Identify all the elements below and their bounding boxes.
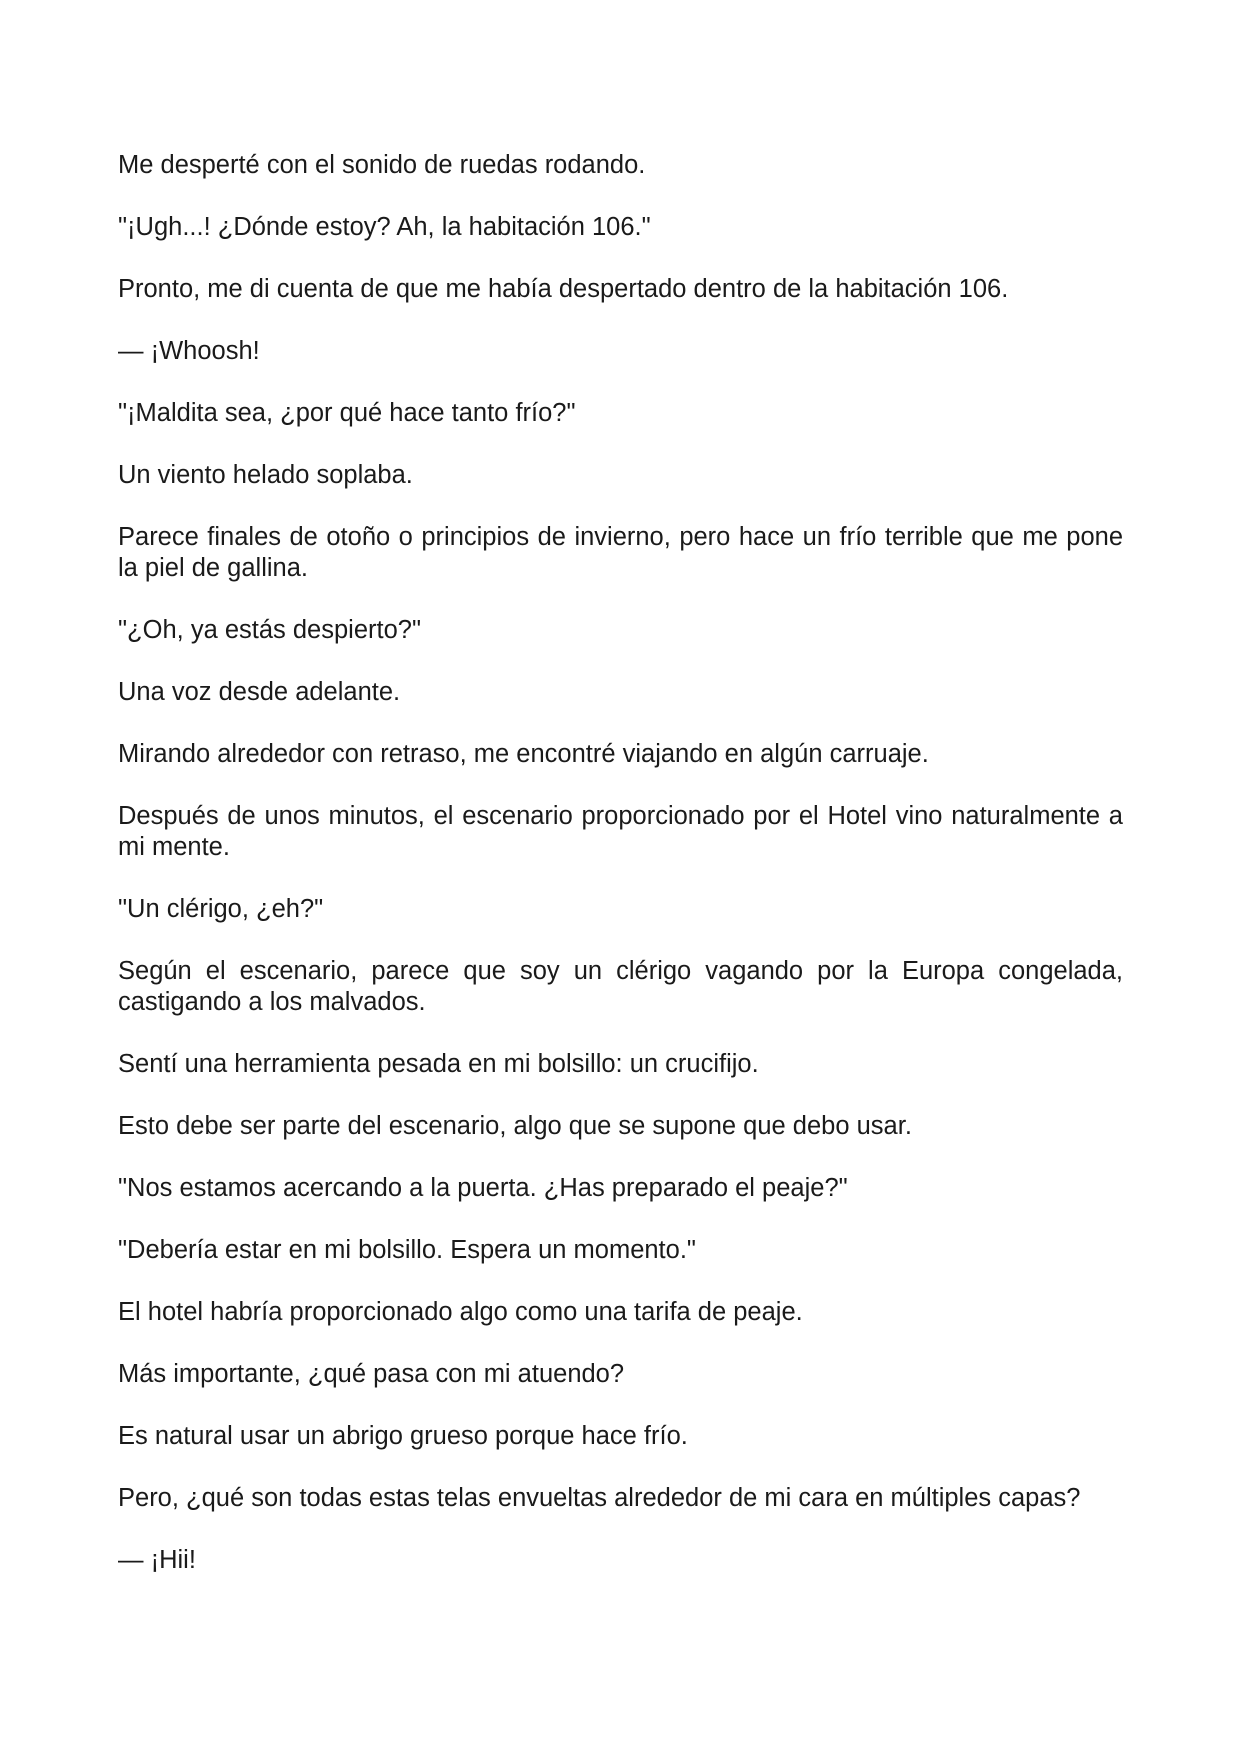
paragraph: "Nos estamos acercando a la puerta. ¿Has preparado el peaje?": [118, 1174, 848, 1202]
paragraph: Un viento helado soplaba.: [118, 461, 413, 489]
paragraph: Una voz desde adelante.: [118, 678, 401, 706]
paragraph: Mirando alrededor con retraso, me encontré viajando en algún carruaje.: [118, 740, 929, 768]
paragraph: Esto debe ser parte del escenario, algo que se supone que debo usar.: [118, 1112, 912, 1140]
paragraph: Sentí una herramienta pesada en mi bolsillo: un crucifijo.: [118, 1050, 759, 1078]
paragraph: "¿Oh, ya estás despierto?": [118, 616, 421, 644]
document-body: [118, 150, 1123, 1607]
paragraph: Pronto, me di cuenta de que me había despertado dentro de la habitación 106.: [118, 275, 1009, 303]
paragraph: Más importante, ¿qué pasa con mi atuendo?: [118, 1360, 625, 1388]
paragraph: "Debería estar en mi bolsillo. Espera un momento.": [118, 1236, 696, 1264]
paragraph: Después de unos minutos, el escenario proporcionado por el Hotel vino naturalmente a mi mente.: [118, 802, 1123, 861]
paragraph: Pero, ¿qué son todas estas telas envueltas alrededor de mi cara en múltiples capas?: [118, 1484, 1081, 1512]
paragraph: "¡Maldita sea, ¿por qué hace tanto frío?": [118, 399, 576, 427]
paragraph: — ¡Whoosh!: [118, 337, 260, 365]
paragraph: Según el escenario, parece que soy un clérigo vagando por la Europa congelada, castigando a los malvados.: [118, 957, 1123, 1016]
paragraph: Parece finales de otoño o principios de invierno, pero hace un frío terrible que me pone la piel de gallina.: [118, 523, 1123, 582]
paragraph: El hotel habría proporcionado algo como una tarifa de peaje.: [118, 1298, 803, 1326]
paragraph: "¡Ugh...! ¿Dónde estoy? Ah, la habitación 106.": [118, 213, 651, 241]
paragraph: "Un clérigo, ¿eh?": [118, 895, 324, 923]
paragraph: — ¡Hii!: [118, 1546, 196, 1574]
paragraph: Me desperté con el sonido de ruedas rodando.: [118, 151, 646, 179]
paragraph: Es natural usar un abrigo grueso porque hace frío.: [118, 1422, 688, 1450]
